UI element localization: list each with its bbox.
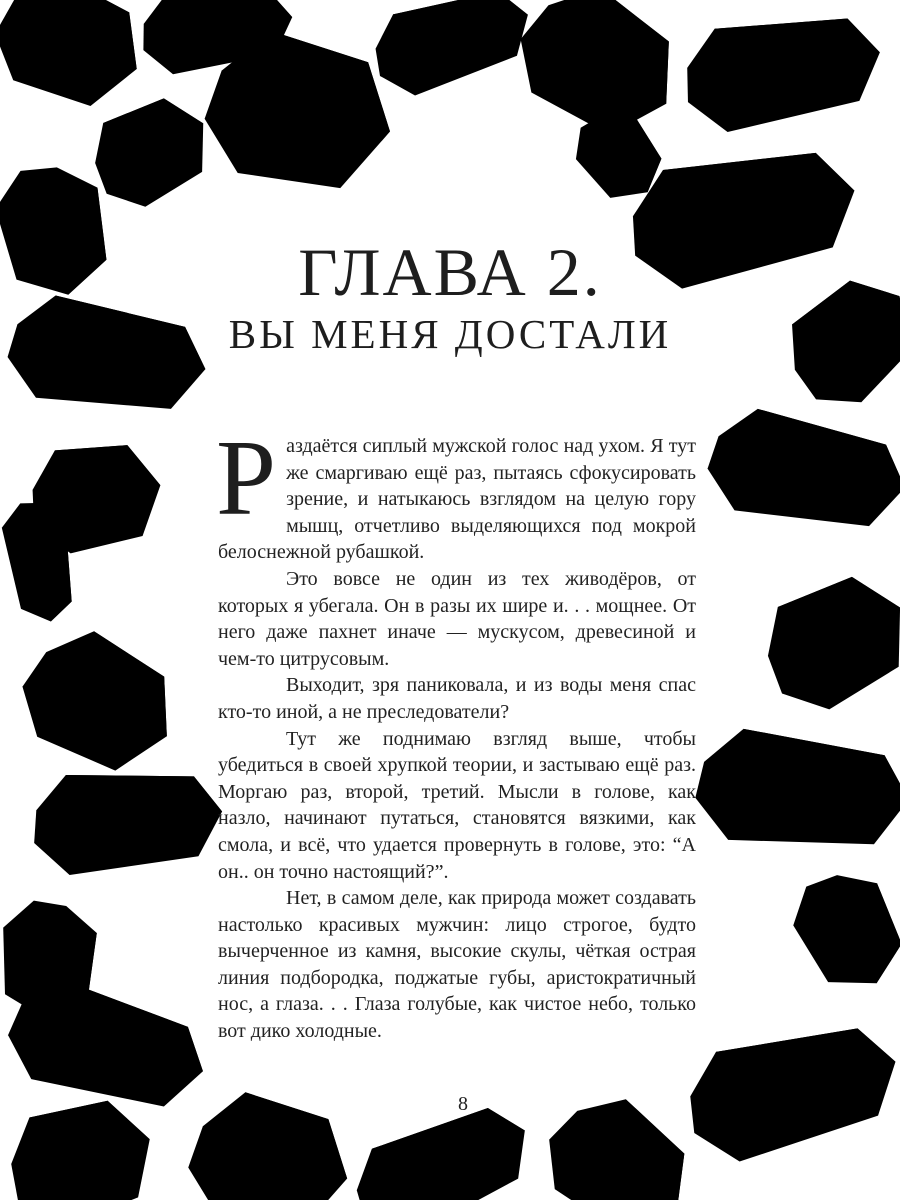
- crystal-icon: [6, 614, 194, 787]
- page-number: 8: [458, 1093, 468, 1115]
- paragraph: Тут же поднимаю взгляд выше, чтобы убедиться в своей хрупкой теории, и застываю ещё раз. Моргаю раз, второй, третий. Мысли в голове, как назло, начинают путаться, становятся вязкими, как смола, и всё, что удается провернуть в голове, это: “А он.. он точно настоящий?”.: [218, 727, 696, 883]
- crystal-icon: [363, 0, 541, 104]
- chapter-heading: [0, 234, 900, 357]
- crystal-icon: [675, 1008, 900, 1171]
- crystal-icon: [28, 762, 226, 878]
- paragraph: Нет, в самом деле, как природа может создавать настолько красивых мужчин: лицо строгое, будто вычерченное из камня, высокие скулы, чёткая острая линия подбородка, поджатые губы, аристократичный нос, а глаза. . . Глаза голубые, как чистое небо, только вот дико холодные.: [218, 887, 696, 1043]
- crystal-icon: [0, 0, 158, 119]
- crystal-icon: [692, 725, 900, 855]
- chapter-title: ГЛАВА 2.: [298, 234, 602, 310]
- crystal-icon: [780, 855, 900, 1005]
- paragraph: Это вовсе не один из тех живодёров, от которых я убегала. Он в разы их шире и. . . мощнее. От него даже пахнет иначе — мускусом, древесиной и чем-то цитрусовым.: [218, 567, 696, 670]
- drop-cap: Р: [216, 419, 277, 538]
- chapter-subtitle: ВЫ МЕНЯ ДОСТАЛИ: [228, 311, 672, 357]
- paragraph-text: аздаётся сиплый мужской голос над ухом. Я тут же смаргиваю ещё раз, пытаясь сфокусировать зрение, и натыкаюсь взглядом на целую гору мышц, отчетливо выделяющихся под мокрой белоснежной рубашкой.: [218, 435, 696, 564]
- chapter-body: [216, 419, 696, 1045]
- paragraph: [216, 419, 696, 566]
- crystal-icon: [701, 402, 900, 539]
- crystal-icon: [744, 554, 900, 726]
- paragraph: Выходит, зря паниковала, и из воды меня спас кто-то иной, а не преследователи?: [218, 674, 696, 723]
- crystal-icon: [676, 1, 889, 138]
